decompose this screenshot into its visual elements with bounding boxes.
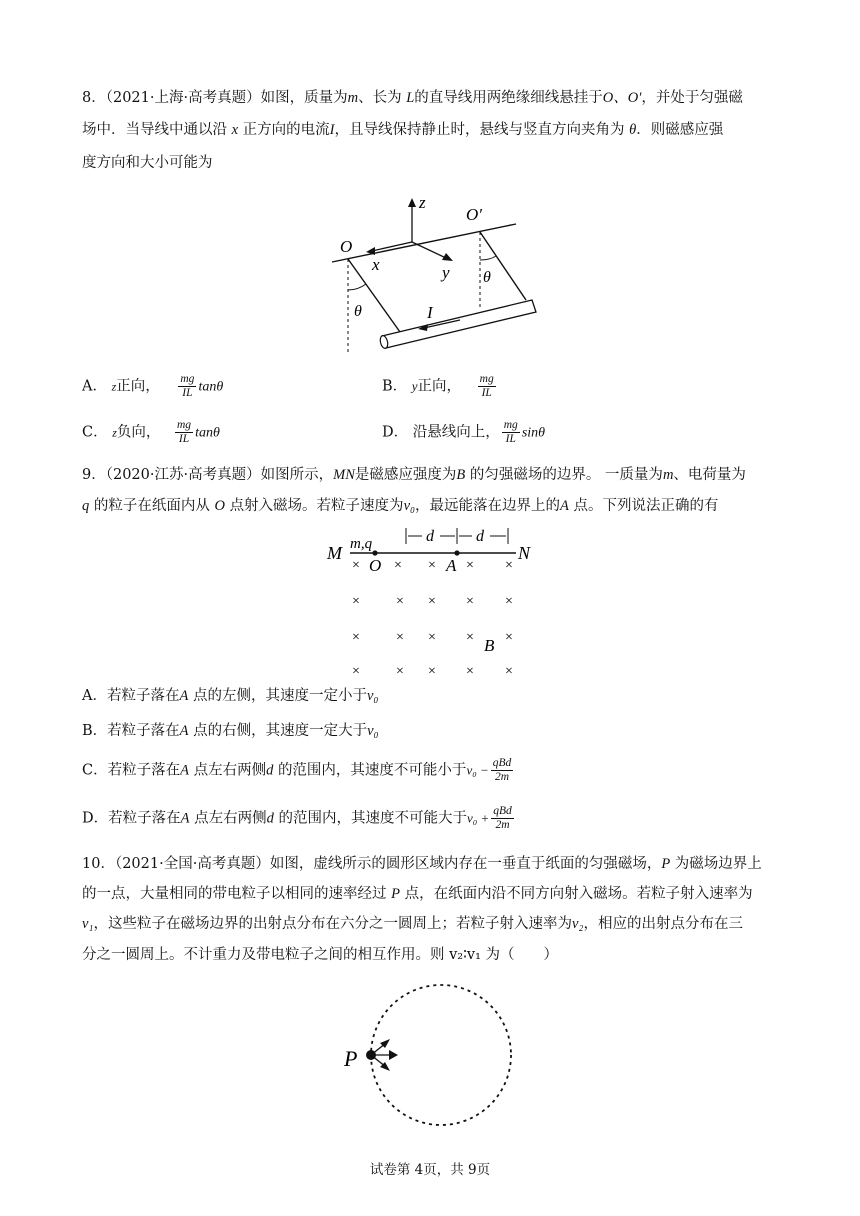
thread-right [480, 232, 526, 300]
expression: v₀ + [466, 810, 490, 826]
point-O [372, 550, 377, 555]
q10-text: ，这些粒子在磁场边界的出射点分布在六分之一圆周上；若粒子射入速率为 [93, 916, 572, 932]
q8-text: ，且导线保持静止时，悬线与竖直方向夹角为 [334, 122, 625, 138]
option-text: 正向， [116, 378, 160, 395]
label-theta-right: θ [483, 269, 491, 286]
q8-text: 如图，质量为 [260, 90, 348, 106]
q9-text: 是磁感应强度为 [354, 467, 457, 483]
var-A: A [179, 688, 189, 704]
var-v1: v₁ [82, 916, 94, 932]
q8-option-B[interactable] [382, 373, 498, 400]
field-cross: × [352, 630, 360, 645]
var-m: m [347, 90, 359, 106]
q9-text: 的匀强磁场的边界。 一质量为 [469, 467, 663, 483]
q8-text: ．则磁感应强 [636, 122, 724, 138]
option-text: 正向， [417, 378, 462, 395]
q8-line-3: 度方向和大小可能为 [82, 155, 213, 171]
option-text: 沿悬线向上， [412, 424, 500, 441]
field-cross: × [352, 558, 360, 573]
option-text: 若粒子落在 [108, 810, 181, 827]
q10-line-2 [82, 884, 753, 904]
label-P: P [344, 1046, 358, 1071]
fraction-numerator: qBd [492, 757, 512, 769]
option-letter: C． [82, 424, 108, 441]
option-text: 点的右侧，其速度一定大于 [193, 723, 368, 739]
function-name: tanθ [195, 425, 220, 441]
fraction-numerator: mg [503, 419, 518, 431]
fraction-numerator: mg [180, 373, 195, 385]
axis-name: z [111, 379, 117, 394]
fraction [175, 419, 193, 446]
function-name: sinθ [521, 425, 546, 441]
label-theta-left: θ [354, 303, 362, 320]
conductor-rod [382, 300, 536, 348]
fraction-denominator: IL [481, 387, 492, 399]
label-B: B [484, 636, 495, 655]
velocity-arrow-head [389, 1050, 398, 1060]
q8-option-A[interactable] [82, 373, 223, 400]
option-letter: D． [82, 810, 109, 827]
option-text: 若粒子落在 [107, 762, 181, 779]
var-x: x [231, 122, 239, 138]
var-A: A [560, 498, 569, 514]
var-A: A [180, 810, 190, 827]
q8-figure [320, 190, 550, 360]
q8-text: ，并处于匀强磁 [641, 90, 743, 106]
q10-line-4: 分之一圆周上。不计重力及带电粒子之间的相互作用。则 v₂∶v₁ 为（ ） [82, 947, 558, 963]
var-A: A [180, 762, 189, 779]
field-cross: × [352, 664, 360, 679]
field-cross: × [428, 630, 436, 645]
q8-text: 的直导线用两绝缘细线悬挂于 [414, 90, 603, 106]
q10-text: ，相应的出射点分布在三 [583, 916, 743, 932]
label-d1: d [426, 528, 434, 545]
var-d: d [266, 762, 274, 779]
field-cross: × [428, 594, 436, 609]
q9-option-C[interactable] [82, 757, 515, 784]
fraction-denominator: IL [178, 433, 190, 445]
var-P: P [391, 886, 400, 902]
fraction-denominator: IL [505, 433, 516, 445]
support-line [332, 224, 516, 262]
q8-option-C[interactable] [82, 419, 220, 446]
magnetic-field-crosses [352, 558, 513, 679]
field-cross: × [428, 558, 436, 573]
q8-source: （2021·上海·高考真题） [105, 90, 261, 106]
var-points: O、O′ [602, 90, 642, 106]
label-I: I [427, 303, 433, 322]
label-O: O [340, 237, 353, 256]
var-v2: v₂ [571, 916, 584, 932]
q8-text: 正方向的电流 [242, 122, 330, 138]
q9-text: 、电荷量为 [673, 467, 746, 483]
theta-arc-left [348, 284, 366, 290]
option-letter: C． [82, 762, 108, 779]
fraction-numerator: qBd [493, 805, 512, 817]
q9-text: ，最远能落在边界上的 [415, 498, 561, 514]
label-M: M [327, 543, 342, 563]
fraction [491, 805, 514, 832]
q10-text: 如图，虚线所示的圆形区域内存在一垂直于纸面的匀强磁场， [269, 856, 662, 872]
field-cross: × [466, 664, 474, 679]
label-N: N [518, 543, 531, 563]
q10-number: 10． [82, 856, 115, 872]
var-I: I [329, 122, 335, 138]
option-letter: B． [382, 378, 408, 395]
q9-figure [322, 524, 542, 684]
option-text: 若粒子落在 [106, 688, 180, 704]
q10-figure [340, 975, 520, 1131]
fraction [502, 419, 520, 446]
var-v0: v₀ [403, 498, 416, 514]
field-cross: × [394, 558, 402, 573]
q10-source: （2021·全国·高考真题） [114, 856, 270, 872]
field-cross: × [466, 558, 474, 573]
q10-text: 点，在纸面内沿不同方向射入磁场。若粒子射入速率为 [404, 886, 753, 902]
label-Oprime: O′ [466, 205, 482, 224]
field-cross: × [396, 630, 404, 645]
var-B: B [456, 467, 466, 483]
option-text: 的范围内，其速度不可能大于 [278, 810, 467, 827]
field-cross: × [396, 664, 404, 679]
var-L: L [406, 90, 415, 106]
var-v0: v₀ [367, 723, 379, 739]
y-axis [412, 242, 446, 258]
q9-option-A[interactable] [82, 686, 378, 706]
z-arrow-head [408, 198, 416, 207]
var-A: A [179, 723, 189, 739]
var-MN: MN [333, 467, 355, 483]
q9-text: 如图所示， [260, 467, 334, 483]
field-cross: × [428, 664, 436, 679]
q10-text: 的一点，大量相同的带电粒子以相同的速率经过 [82, 886, 387, 902]
field-cross: × [396, 594, 404, 609]
axis-name: z [112, 425, 117, 440]
field-cross: × [505, 558, 513, 573]
q9-number: 9． [82, 467, 106, 483]
axis-name: y [411, 378, 418, 394]
q9-source: （2020·江苏·高考真题） [105, 467, 261, 483]
fraction [491, 757, 514, 784]
option-text: 点左右两侧 [194, 810, 267, 827]
option-text: 点的左侧，其速度一定小于 [192, 688, 367, 704]
point-A [454, 550, 459, 555]
q9-text: 的粒子在纸面内从 [93, 498, 210, 514]
q8-option-D[interactable] [382, 419, 545, 446]
expression: v₀ − [466, 762, 489, 778]
q9-text: 点。下列说法正确的有 [573, 498, 719, 514]
var-theta: θ [629, 122, 637, 138]
q9-option-B[interactable] [82, 721, 379, 741]
option-letter: A． [82, 688, 107, 704]
option-text: 点左右两侧 [193, 762, 267, 779]
option-text: 若粒子落在 [107, 723, 180, 739]
var-q: q [82, 498, 90, 514]
var-v0: v₀ [366, 688, 379, 704]
label-A: A [446, 556, 457, 575]
q9-line-1 [82, 465, 746, 485]
option-text: 的范围内，其速度不可能小于 [277, 762, 467, 779]
page-footer: 试卷第 4页，共 9页 [369, 1162, 491, 1178]
fraction [178, 373, 196, 400]
fraction [478, 373, 496, 400]
q10-line-1 [82, 854, 762, 874]
option-letter: B． [82, 723, 108, 739]
fraction-denominator: IL [182, 387, 193, 399]
fraction-denominator: 2m [495, 819, 510, 831]
fraction-numerator: mg [177, 419, 192, 431]
function-name: tanθ [198, 379, 224, 395]
var-m: m [662, 467, 674, 483]
field-cross: × [466, 594, 474, 609]
fraction-denominator: 2m [494, 771, 510, 783]
q8-text: 、长为 [358, 90, 402, 106]
label-z: z [419, 193, 426, 212]
q8-line-1 [82, 88, 743, 108]
q9-text: 点射入磁场。若粒子速度为 [229, 498, 404, 514]
option-text: 负向， [116, 424, 161, 441]
fraction-numerator: mg [479, 373, 494, 385]
option-letter: A． [82, 378, 107, 395]
var-d: d [266, 810, 274, 827]
field-cross: × [352, 594, 360, 609]
label-x: x [372, 255, 380, 274]
label-mq: m,q [350, 536, 373, 552]
label-d2: d [476, 528, 484, 545]
q8-line-2 [82, 120, 723, 140]
q9-option-D[interactable] [82, 805, 516, 832]
label-y: y [442, 263, 450, 282]
label-O: O [369, 556, 382, 575]
option-letter: D． [382, 424, 409, 441]
field-cross: × [505, 594, 513, 609]
var-P: P [661, 856, 671, 872]
q10-text: 为磁场边界上 [674, 856, 762, 872]
field-cross: × [505, 664, 513, 679]
field-cross: × [505, 630, 513, 645]
theta-arc-right [480, 256, 496, 260]
var-O: O [214, 498, 225, 514]
field-cross: × [466, 630, 474, 645]
q8-text: 场中．当导线中通以沿 [82, 122, 227, 138]
q9-line-2 [82, 496, 719, 516]
q10-line-3 [82, 914, 743, 934]
q8-number: 8． [82, 90, 106, 106]
